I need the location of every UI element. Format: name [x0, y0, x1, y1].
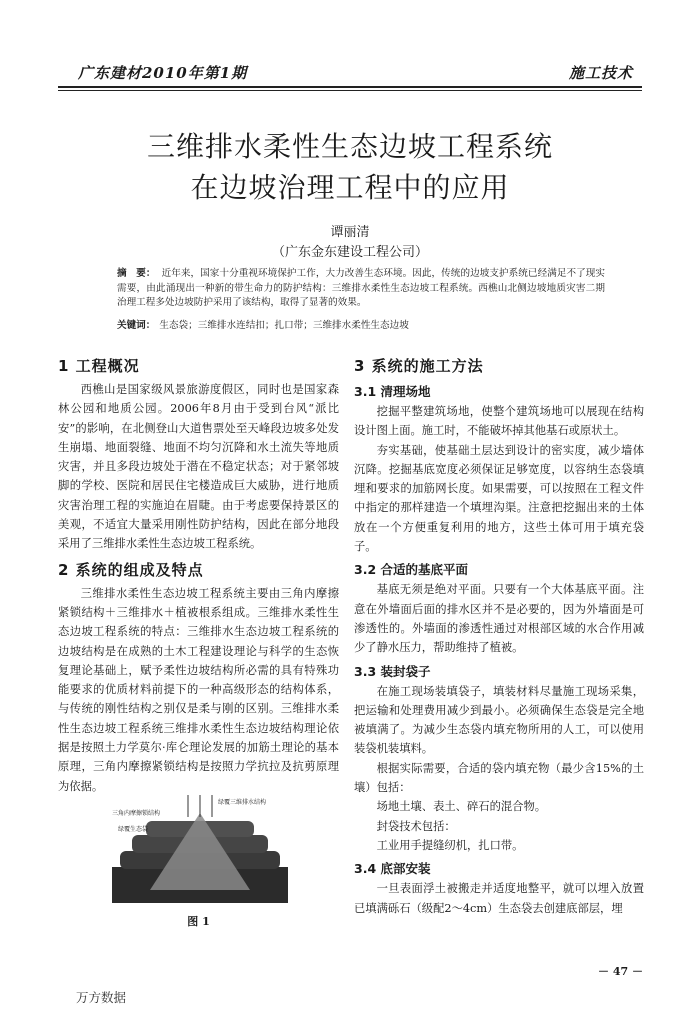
list-item: 工业用手提缝纫机，扎口带。	[376, 838, 524, 852]
abstract-label: 摘 要：	[117, 268, 156, 279]
list-item: 场地土壤、表土、碎石的混合物。	[376, 800, 547, 814]
affiliation: （广东金东建设工程公司）	[271, 245, 428, 260]
title-line-1: 三维排水柔性生态边坡工程系统	[146, 130, 553, 163]
paragraph: 西樵山是国家级风景旅游度假区，同时也是国家森林公园和地质公园。2006年8月由于受到台风“派比安”的影响，在北侧登山大道售票处至天峰段边坡多处发生崩塌、地面裂缝、地面不均匀沉降和水土流失等地质灾害，并且多段边坡处于潜在不稳定状态；对于紧邻坡脚的学校、医院和居民住宅楼造成巨大威胁，进行地质灾害治理工程的实施迫在眉睫。由于考虑要保持景区的美观，不适宜大量采用刚性防护结构，因此在部分地段采用了三维排水柔性生态边坡工程系统。	[58, 383, 339, 551]
keywords	[117, 319, 605, 333]
figure-label: 绿覆生态袋	[118, 826, 149, 833]
figure-1	[110, 795, 290, 905]
title-line-2: 在边坡治理工程中的应用	[190, 171, 510, 204]
abstract	[117, 267, 605, 311]
paragraph: 基底无须是绝对平面。只要有一个大体基底平面。注意在外墙面后面的排水区并不是必要的，因为外墙面是可渗透性的。外墙面的渗透性通过对根部区域的水合作用减少了静水压力，帮助维持了植被。	[354, 583, 644, 655]
footer-watermark: 万方数据	[76, 990, 127, 1005]
slope-structure-diagram	[110, 795, 290, 905]
section-header: 施工技术	[569, 64, 634, 82]
section-heading: 1 工程概况	[58, 357, 140, 375]
keywords-label: 关键词：	[117, 320, 156, 331]
author: 谭丽清	[330, 225, 370, 240]
subsection-heading: 3.4 底部安装	[354, 861, 431, 877]
subsection-heading: 3.3 装封袋子	[354, 663, 431, 679]
section-heading: 3 系统的施工方法	[354, 357, 484, 375]
figure-caption: 图 1	[187, 915, 210, 928]
journal-header: 广东建材2010年第1期	[78, 64, 248, 82]
list-item: 封袋技术包括：	[376, 819, 456, 833]
keywords-text: 生态袋；三维排水连结扣；扎口带；三维排水柔性生态边坡	[159, 320, 409, 331]
paragraph: 在施工现场装填袋子，填装材料尽量施工现场采集，把运输和处理费用减少到最小。必须确保生态袋是完全地被填满了。为减少生态袋内填充物所用的人工，可以使用装袋机装填料。	[354, 684, 644, 756]
subsection-heading: 3.1 清理场地	[354, 384, 431, 399]
figure-label: 绿覆三维排水结构	[218, 799, 267, 806]
paragraph: 一旦表面浮土被搬走并适度地整平，就可以埋入放置已填满砾石（级配2～4cm）生态袋去创建底部层，埋	[354, 882, 644, 915]
header-rule-thin	[58, 90, 642, 91]
section-heading: 2 系统的组成及特点	[58, 560, 204, 579]
subsection-heading: 3.2 合适的基底平面	[354, 562, 468, 578]
page-number: － 47 －	[598, 965, 643, 978]
right-column	[354, 350, 644, 918]
abstract-text: 近年来，国家十分重视环境保护工作，大力改善生态环境。因此，传统的边坡支护系统已经满足不了现实需要，由此涌现出一种新的带生命力的防护结构：三维排水柔性生态边坡工程系统。西樵山北侧边坡地质灾害二期治理工程多处边坡防护采用了该结构，取得了显著的效果。	[117, 268, 606, 308]
left-column	[58, 350, 339, 796]
figure-label: 三角内摩擦锁结构	[112, 810, 161, 817]
header-rule	[58, 86, 642, 88]
paragraph: 三维排水柔性生态边坡工程系统主要由三角内摩擦紧锁结构＋三维排水＋植被根系组成。三维排水柔性生态边坡工程系统的特点：三维排水生态边坡工程系统的边坡结构是在成熟的土木工程建设理论与科学的生态恢复理论基础上，赋予柔性边坡结构所必需的具有特殊功能要求的优质材料前提下的一种高级形态的结构体系，与传统的刚性结构之别仅是柔与刚的区别。三维排水柔性生态边坡工程系统三维排水柔性生态边坡结构理论依据是按照土力学莫尔·库仑理论发展的加筋土理论的基本原理，三角内摩擦紧锁结构是按照力学抗拉及抗剪原理为依据。	[58, 586, 339, 793]
paragraph: 挖掘平整建筑场地，使整个建筑场地可以展现在结构设计图上面。施工时，不能破坏掉其他基石或原状土。	[354, 405, 644, 438]
paragraph: 根据实际需要，合适的袋内填充物（最少含15%的土壤）包括：	[354, 761, 644, 795]
paragraph: 夯实基础，使基础土层达到设计的密实度，减少墙体沉降。挖掘基底宽度必须保证足够宽度，以容纳生态袋填埋和要求的加筋网长度。如果需要，可以按照在工程文件中指定的那样建造一个填埋沟渠。注意把挖掘出来的土体放在一个方便重复利用的地方，这些土体可用于填充袋子。	[354, 443, 644, 554]
